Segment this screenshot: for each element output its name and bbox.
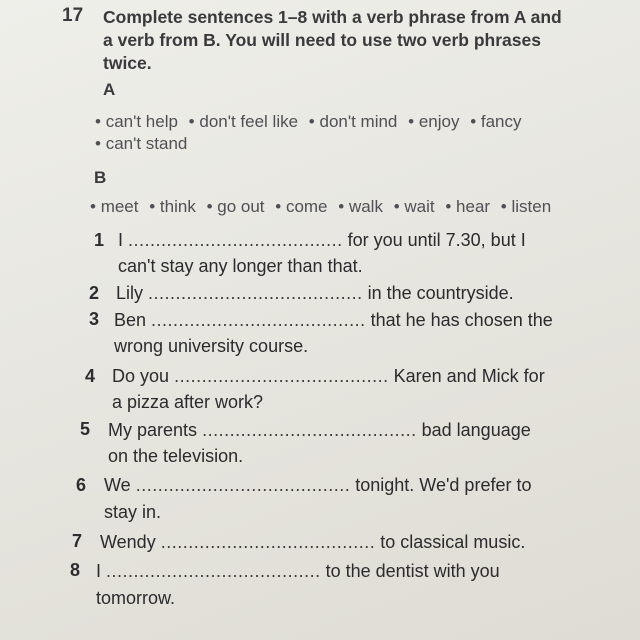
question-number: 5	[80, 419, 91, 439]
answer-blank[interactable]: .......................................	[148, 283, 363, 303]
question-text: in the countryside.	[367, 283, 514, 303]
question-2-line-1	[116, 283, 514, 304]
question-number: 2	[89, 283, 100, 303]
box-b-item: • think	[149, 197, 196, 216]
box-b-list	[90, 197, 557, 217]
answer-blank[interactable]: .......................................	[135, 475, 351, 495]
question-5-line-2: on the television.	[108, 446, 244, 466]
instruction-line: a verb from B. You will need to use two verb phrases	[103, 30, 541, 50]
question-text: tonight. We'd prefer to	[355, 475, 532, 495]
question-text: Karen and Mick for	[393, 366, 545, 386]
box-b-item: • hear	[445, 197, 490, 216]
question-text: My parents	[108, 420, 198, 440]
question-text: Do you	[112, 366, 170, 386]
question-number: 8	[70, 560, 81, 580]
box-b-item: • wait	[394, 197, 435, 216]
box-b-item: • come	[275, 197, 327, 216]
answer-blank[interactable]: .......................................	[106, 561, 321, 581]
question-number: 1	[94, 230, 105, 250]
box-a-list-row2	[95, 134, 193, 154]
question-text: I	[96, 561, 102, 581]
answer-blank[interactable]: .......................................	[174, 366, 389, 386]
answer-blank[interactable]: .......................................	[151, 310, 366, 330]
question-text: bad language	[421, 420, 531, 440]
question-1-line-2: can't stay any longer than that.	[118, 256, 363, 276]
box-b-item: • listen	[501, 197, 551, 216]
question-4-line-2: a pizza after work?	[112, 392, 264, 412]
question-number: 6	[76, 475, 87, 495]
box-a-list-row1	[95, 112, 528, 132]
box-a-item: • don't mind	[309, 112, 398, 131]
question-6-line-2: stay in.	[104, 502, 162, 522]
question-8-line-1	[96, 561, 500, 582]
box-a-item: • fancy	[470, 112, 521, 131]
question-number: 4	[85, 366, 96, 386]
answer-blank[interactable]: .......................................	[128, 230, 343, 250]
box-a-label: A	[103, 80, 116, 99]
question-number: 7	[72, 531, 83, 551]
box-b-label: B	[94, 168, 107, 187]
box-b-item: • go out	[207, 197, 265, 216]
question-6-line-1	[104, 475, 531, 496]
box-a-item: • enjoy	[408, 112, 459, 131]
box-a-item: • can't help	[95, 112, 178, 131]
question-number: 3	[89, 309, 100, 329]
box-b-item: • walk	[338, 197, 383, 216]
question-text: Lily	[116, 283, 144, 303]
question-text: that he has chosen the	[370, 310, 553, 330]
answer-blank[interactable]: .......................................	[160, 532, 376, 552]
question-7-line-1	[100, 532, 525, 553]
box-a-item: • can't stand	[95, 134, 187, 153]
answer-blank[interactable]: .......................................	[202, 420, 417, 440]
question-3-line-1	[114, 310, 553, 331]
question-text: for you until 7.30, but I	[347, 230, 526, 250]
question-4-line-1	[112, 366, 545, 387]
box-a-item: • don't feel like	[189, 112, 298, 131]
question-8-line-2: tomorrow.	[96, 588, 176, 608]
question-5-line-1	[108, 420, 531, 441]
question-text: to classical music.	[380, 532, 526, 552]
instruction-line: twice.	[103, 53, 152, 73]
question-text: We	[104, 475, 131, 495]
question-text: to the dentist with you	[325, 561, 500, 581]
instruction-line: Complete sentences 1–8 with a verb phrase from A and	[103, 7, 562, 27]
question-text: Ben	[114, 310, 147, 330]
box-b-item: • meet	[90, 197, 138, 216]
question-text: Wendy	[100, 532, 156, 552]
question-text: I	[118, 230, 124, 250]
question-1-line-1	[118, 230, 526, 251]
question-3-line-2: wrong university course.	[114, 336, 309, 356]
exercise-number: 17	[62, 5, 84, 26]
exercise-instruction	[103, 6, 583, 75]
